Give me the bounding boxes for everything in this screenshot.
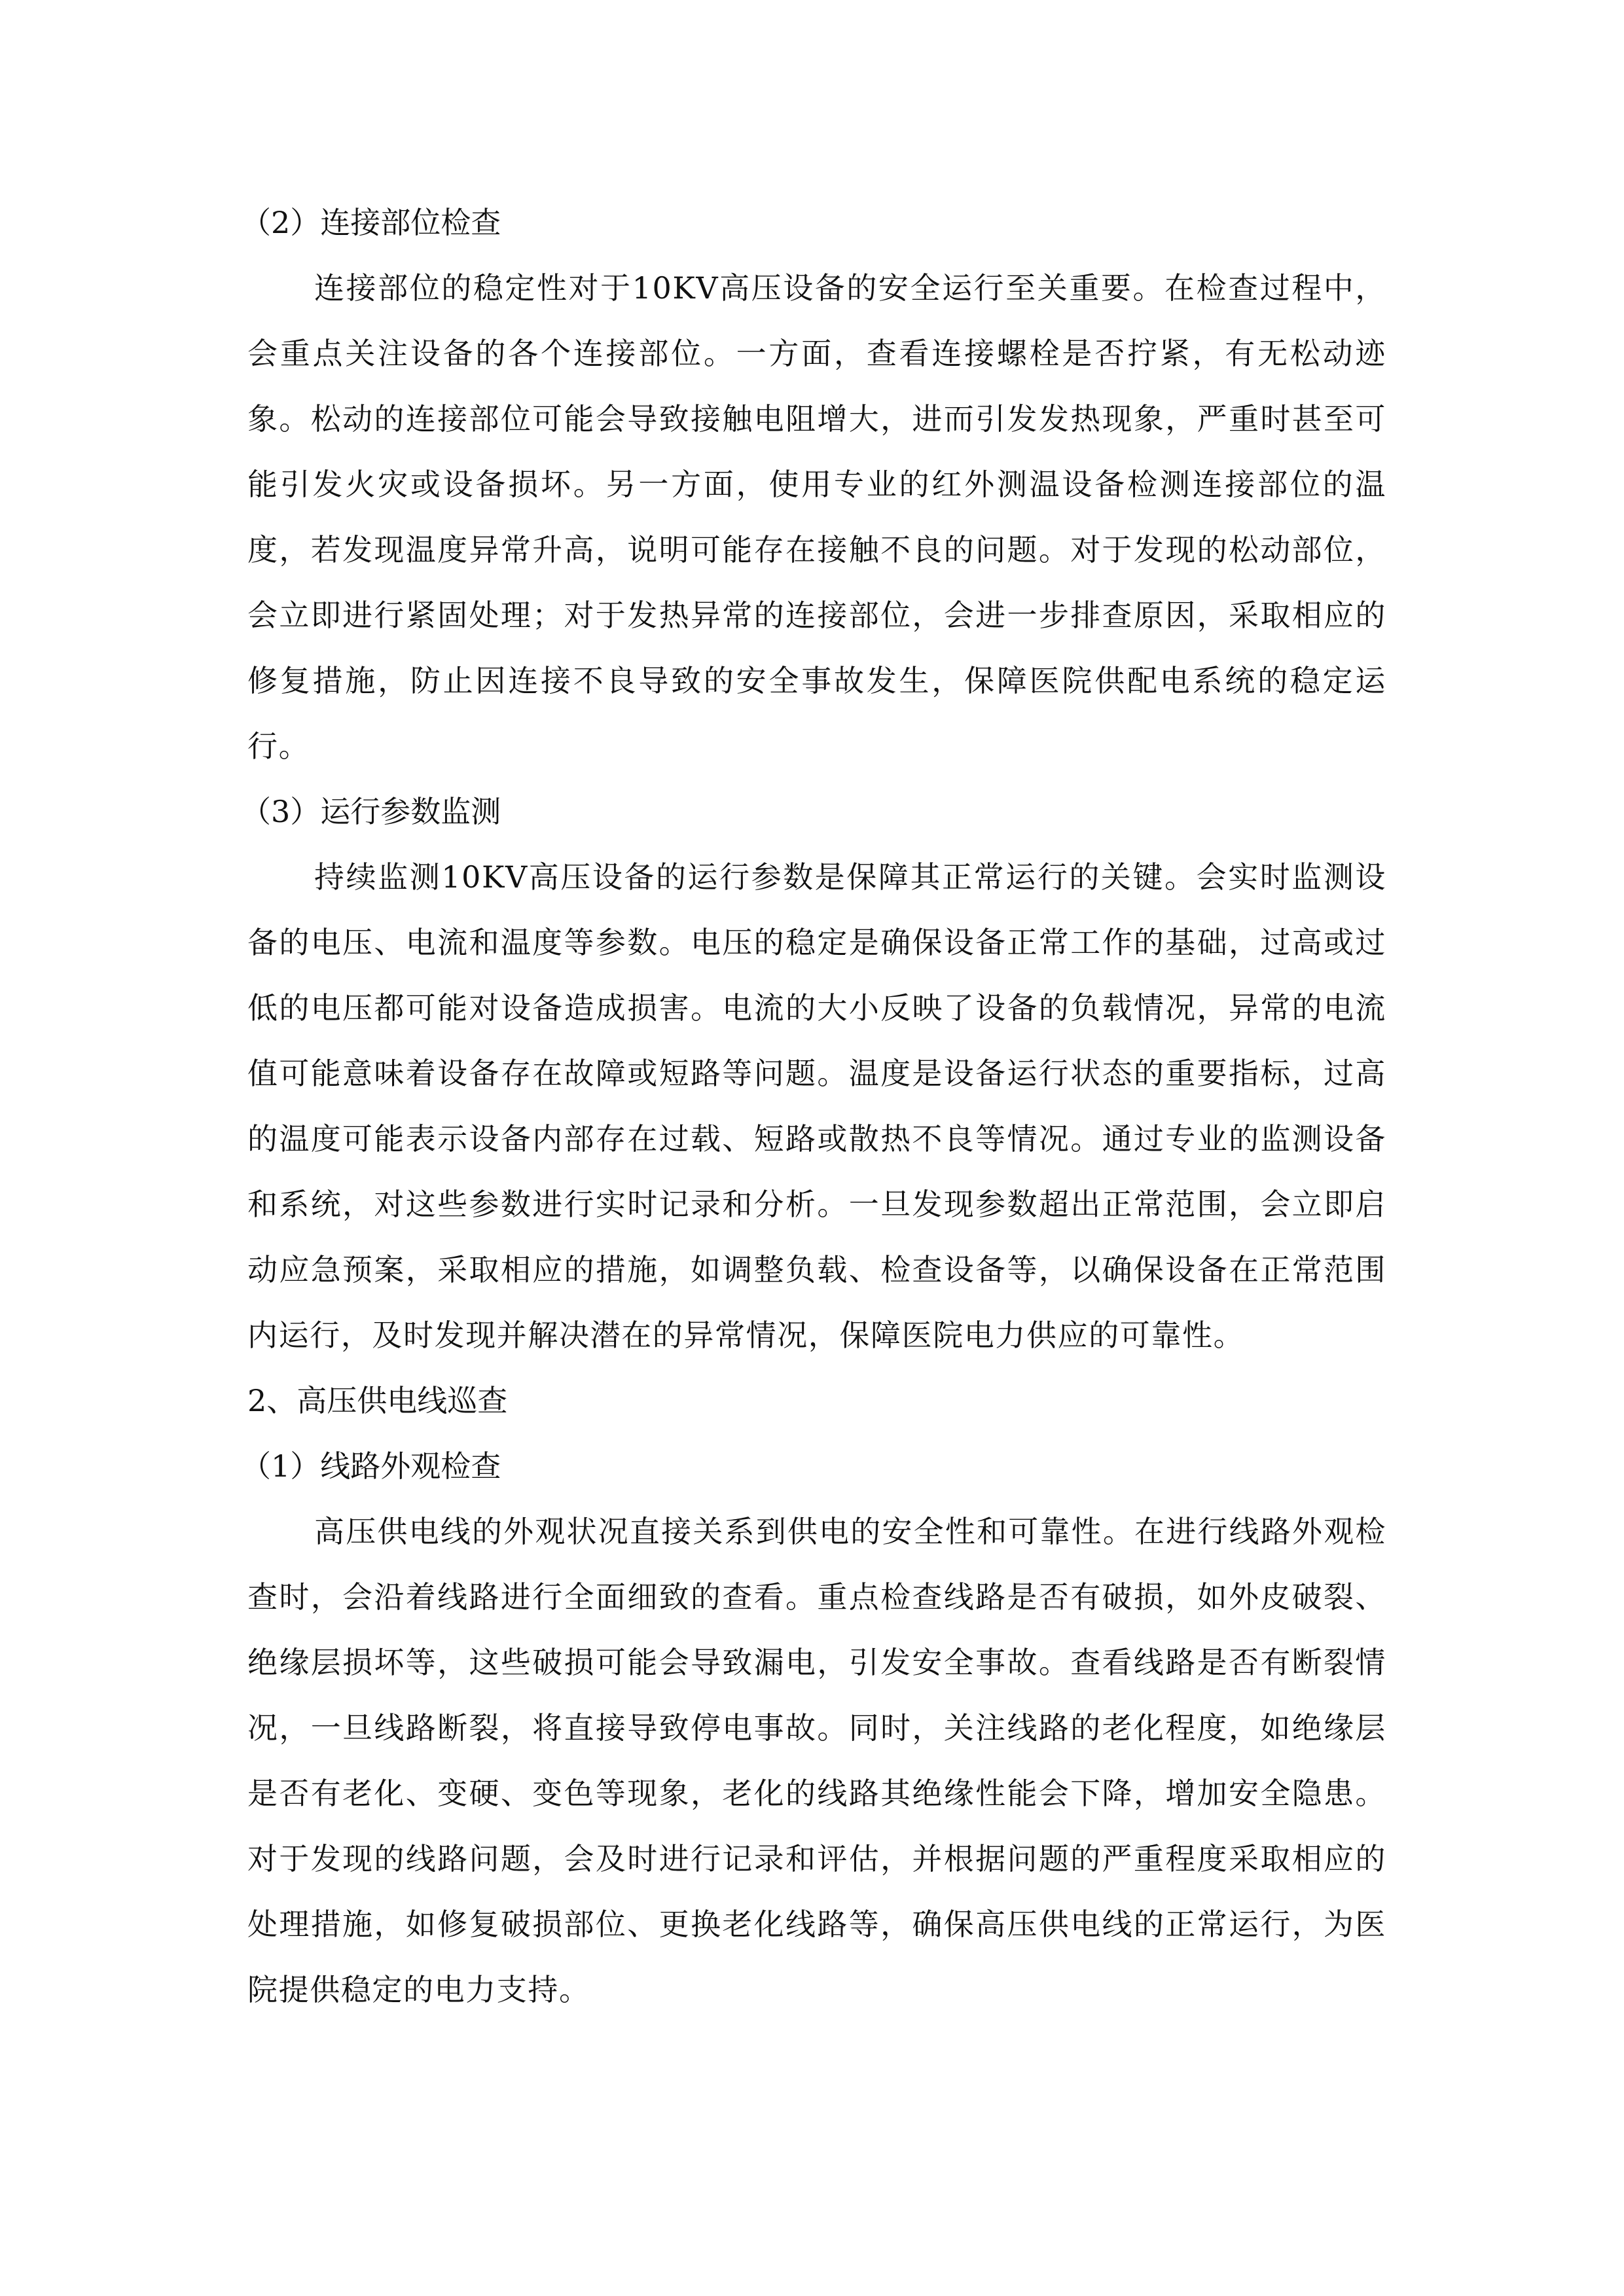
paragraph-connection-check: 连接部位的稳定性对于10KV高压设备的安全运行至关重要。在检查过程中，会重点关注设备的各个连接部位。一方面，查看连接螺栓是否拧紧，有无松动迹象。松动的连接部位可能会导致接触电阻增大，进而引发发热现象，严重时甚至可能引发火灾或设备损坏。另一方面，使用专业的红外测温设备检测连接部位的温度，若发现温度异常升高，说明可能存在接触不良的问题。对于发现的松动部位，会立即进行紧固处理；对于发热异常的连接部位，会进一步排查原因，采取相应的修复措施，防止因连接不良导致的安全事故发生，保障医院供配电系统的稳定运行。 [247, 270, 1386, 764]
document-body [241, 190, 1386, 2022]
section-heading-parameter-monitoring: （3）运行参数监测 [241, 794, 501, 829]
paragraph-line-appearance: 高压供电线的外观状况直接关系到供电的安全性和可靠性。在进行线路外观检查时，会沿着线路进行全面细致的查看。重点检查线路是否有破损，如外皮破裂、绝缘层损坏等，这些破损可能会导致漏电，引发安全事故。查看线路是否有断裂情况，一旦线路断裂，将直接导致停电事故。同时，关注线路的老化程度，如绝缘层是否有老化、变硬、变色等现象，老化的线路其绝缘性能会下降，增加安全隐患。对于发现的线路问题，会及时进行记录和评估，并根据问题的严重程度采取相应的处理措施，如修复破损部位、更换老化线路等，确保高压供电线的正常运行，为医院提供稳定的电力支持。 [247, 1514, 1386, 2007]
section-heading-line-appearance: （1）线路外观检查 [241, 1448, 501, 1484]
section-heading-line-patrol: 2、高压供电线巡查 [247, 1383, 508, 1418]
paragraph-parameter-monitoring: 持续监测10KV高压设备的运行参数是保障其正常运行的关键。会实时监测设备的电压、电流和温度等参数。电压的稳定是确保设备正常工作的基础，过高或过低的电压都可能对设备造成损害。电流的大小反映了设备的负载情况，异常的电流值可能意味着设备存在故障或短路等问题。温度是设备运行状态的重要指标，过高的温度可能表示设备内部存在过载、短路或散热不良等情况。通过专业的监测设备和系统，对这些参数进行实时记录和分析。一旦发现参数超出正常范围，会立即启动应急预案，采取相应的措施，如调整负载、检查设备等，以确保设备在正常范围内运行，及时发现并解决潜在的异常情况，保障医院电力供应的可靠性。 [247, 859, 1386, 1353]
section-heading-connection-check: （2）连接部位检查 [241, 205, 501, 240]
